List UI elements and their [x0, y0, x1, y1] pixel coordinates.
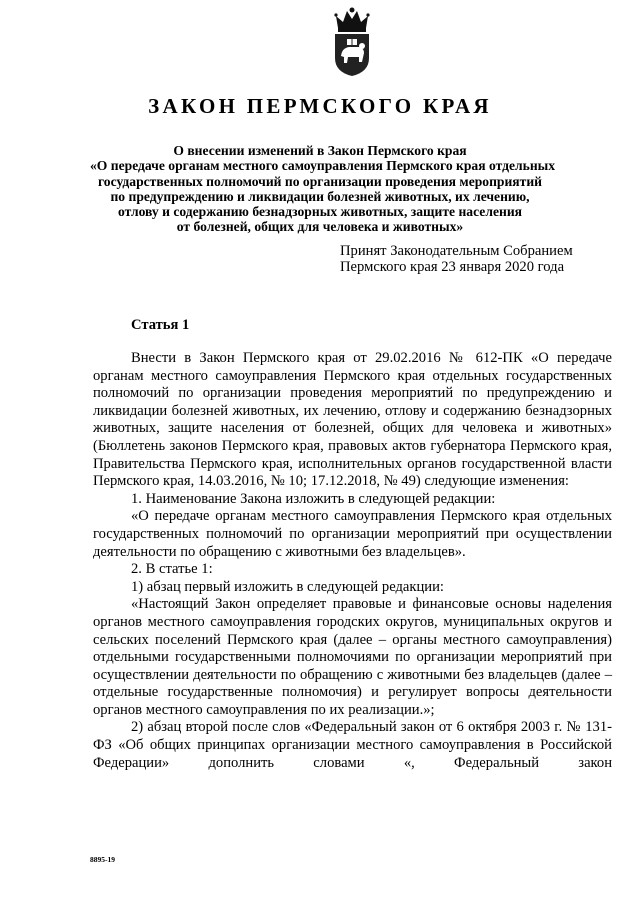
subtitle-line: государственных полномочий по организации проведения мероприятий	[97, 173, 543, 189]
article-paragraph: «О передаче органам местного самоуправления Пермского края отдельных государственных полномочий по организации мероприятий при осуществлении деятельности по обращению с животными без владельцев».	[93, 508, 612, 560]
article-paragraph: 2) абзац второй после слов «Федеральный закон от 6 октября 2003 г. № 131-ФЗ «Об общих принципах организации местного самоуправления в Российской Федерации» дополнить словами «, Федеральный закон	[93, 719, 612, 771]
perm-krai-coat-of-arms-icon	[330, 6, 374, 78]
subtitle-line: О внесении изменений в Закон Пермского края	[173, 143, 467, 158]
article-paragraph: 1) абзац первый изложить в следующей редакции:	[131, 578, 444, 595]
subtitle-line: по предупреждению и ликвидации болезней животных, их лечению,	[110, 188, 530, 204]
article-paragraph: «Настоящий Закон определяет правовые и финансовые основы наделения органов местного самоуправления городских округов, муниципальных округов и сельских поселений Пермского края (далее – органы местного самоуправления) отдельными государственными полномочиями по организации мероприятий при осуществлении деятельности по обращению с животными без владельцев (далее – отдельные государственные полномочия) и регулирует вопросы деятельности органов местного самоуправления по их реализации.»;	[93, 596, 612, 718]
document-code: 8895-19	[90, 855, 115, 864]
article-heading: Статья 1	[131, 317, 190, 333]
article-body	[93, 350, 612, 772]
adoption-line: Пермского края 23 января 2020 года	[340, 258, 565, 275]
subtitle-line: «О передаче органам местного самоуправления Пермского края отдельных	[90, 158, 556, 174]
subtitle-line: от болезней, общих для человека и животных»	[176, 219, 464, 235]
adoption-note	[340, 244, 573, 275]
law-subtitle	[90, 143, 556, 235]
article-paragraph: Внести в Закон Пермского края от 29.02.2016 № 612-ПК «О передаче органам местного самоуправления Пермского края отдельных государственных полномочий по организации проведения мероприятий по предупреждению и ликвидации болезней животных, их лечению, отлову и содержанию безнадзорных животных, защите населения от болезней, общих для человека и животных» (Бюллетень законов Пермского края, правовых актов губернатора Пермского края, Правительства Пермского края, исполнительных органов государственной власти Пермского края, 14.03.2016, № 10; 17.12.2018, № 49) следующие изменения:	[93, 350, 612, 490]
subtitle-line: отлову и содержанию безнадзорных животных, защите населения	[117, 204, 522, 220]
law-title: ЗАКОН ПЕРМСКОГО КРАЯ	[148, 94, 492, 118]
adoption-line: Принят Законодательным Собранием	[340, 243, 573, 259]
article-paragraph: 1. Наименование Закона изложить в следующей редакции:	[131, 490, 496, 507]
article-paragraph: 2. В статье 1:	[131, 561, 213, 578]
